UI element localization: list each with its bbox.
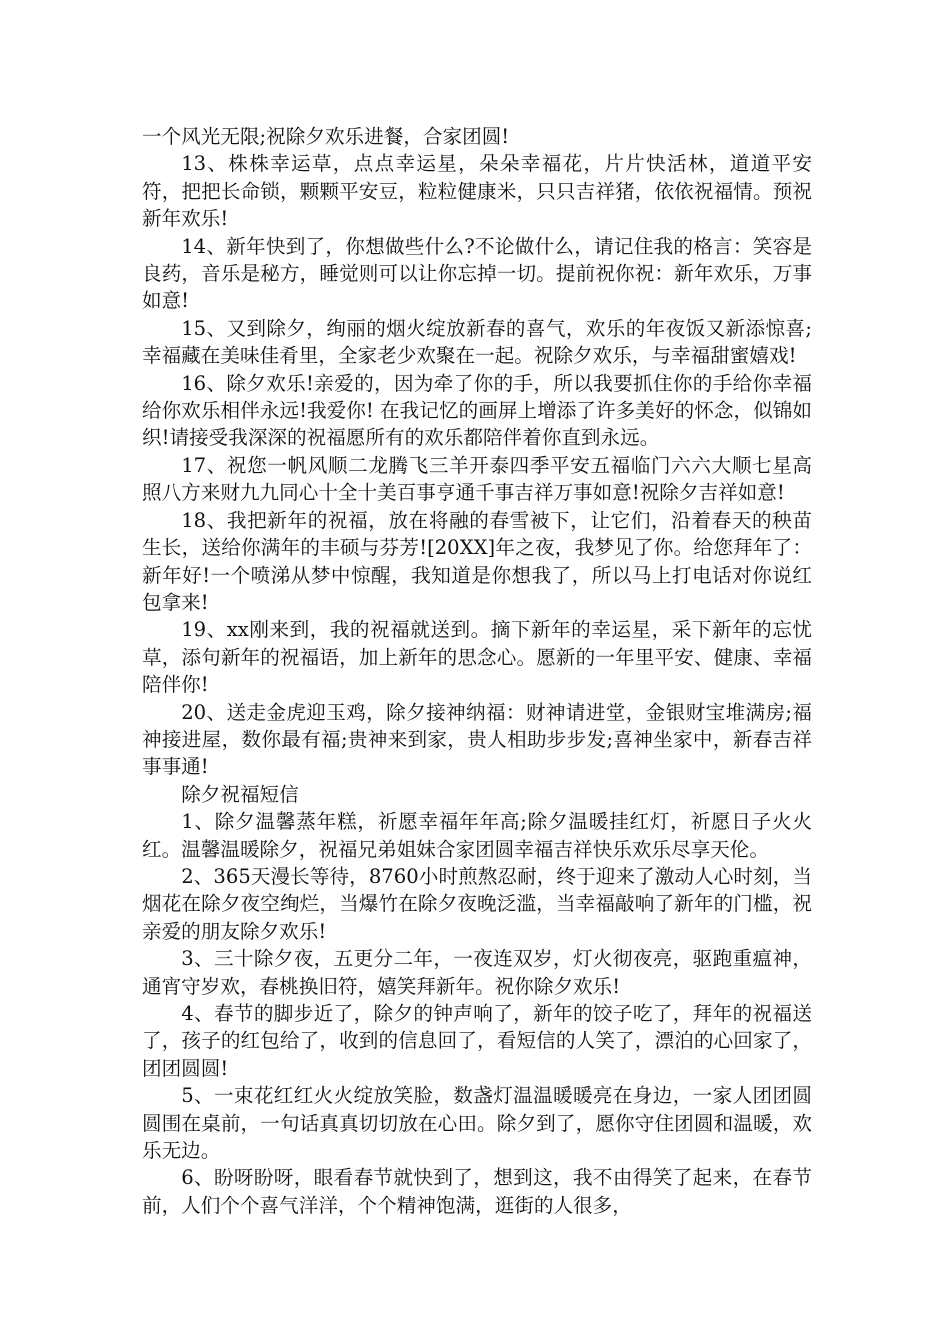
sms-paragraph-1: 1、除夕温馨蒸年糕，祈愿幸福年年高;除夕温暖挂红灯，祈愿日子火火红。温馨温暖除夕，祝福兄弟姐妹合家团圆幸福吉祥快乐欢乐尽享天伦。 <box>142 810 812 861</box>
paragraph-13: 13、株株幸运草，点点幸运星，朵朵幸福花，片片快活林，道道平安符，把把长命锁，颗颗平安豆，粒粒健康米，只只吉祥猪，依依祝福情。预祝新年欢乐! <box>142 152 812 231</box>
paragraph-16: 16、除夕欢乐!亲爱的，因为牵了你的手，所以我要抓住你的手给你幸福给你欢乐相伴永远!我爱你! 在我记忆的画屏上增添了许多美好的怀念，似锦如织!请接受我深深的祝福愿所有的欢乐都陪伴着你直到永远。 <box>142 371 812 450</box>
paragraph-14: 14、新年快到了，你想做些什么?不论做什么，请记住我的格言：笑容是良药，音乐是秘方，睡觉则可以让你忘掉一切。提前祝你祝：新年欢乐，万事如意! <box>142 234 812 313</box>
document-body <box>142 123 812 1219</box>
section-heading: 除夕祝福短信 <box>181 782 299 806</box>
paragraph-19: 19、xx刚来到，我的祝福就送到。摘下新年的幸运星，采下新年的忘忧草，添句新年的祝福语，加上新年的思念心。愿新的一年里平安、健康、幸福陪伴你! <box>142 618 812 697</box>
sms-paragraph-3: 3、三十除夕夜，五更分二年，一夜连双岁，灯火彻夜亮，驱跑重瘟神，通宵守岁欢，春桃换旧符，嬉笑拜新年。祝你除夕欢乐! <box>142 947 812 998</box>
sms-paragraph-5: 5、一束花红红火火绽放笑脸，数盏灯温温暖暖亮在身边，一家人团团圆圆围在桌前，一句话真真切切放在心田。除夕到了，愿你守住团圆和温暖，欢乐无边。 <box>142 1084 812 1163</box>
paragraph-18: 18、我把新年的祝福，放在将融的春雪被下，让它们，沿着春天的秧苗生长，送给你满年的丰硕与芬芳![20XX]年之夜，我梦见了你。给您拜年了：新年好!一个喷涕从梦中惊醒，我知道是你想我了，所以马上打电话对你说红包拿来! <box>142 508 812 614</box>
paragraph-17: 17、祝您一帆风顺二龙腾飞三羊开泰四季平安五福临门六六大顺七星高照八方来财九九同心十全十美百事亨通千事吉祥万事如意!祝除夕吉祥如意! <box>142 453 812 505</box>
sms-paragraph-2: 2、365天漫长等待，8760小时煎熬忍耐，终于迎来了激动人心时刻，当烟花在除夕夜空绚烂，当爆竹在除夕夜晚泛滥，当幸福敲响了新年的门槛，祝亲爱的朋友除夕欢乐! <box>142 864 812 943</box>
paragraph-15: 15、又到除夕，绚丽的烟火绽放新春的喜气，欢乐的年夜饭又新添惊喜;幸福藏在美味佳肴里，全家老少欢聚在一起。祝除夕欢乐，与幸福甜蜜嬉戏! <box>142 316 812 368</box>
paragraph-continuation: 一个风光无限;祝除夕欢乐进餐，合家团圆! <box>142 125 510 148</box>
sms-paragraph-6: 6、盼呀盼呀，眼看春节就快到了，想到这，我不由得笑了起来，在春节前，人们个个喜气洋洋，个个精神饱满，逛街的人很多， <box>142 1166 812 1217</box>
sms-paragraph-4: 4、春节的脚步近了，除夕的钟声响了，新年的饺子吃了，拜年的祝福送了，孩子的红包给了，收到的信息回了，看短信的人笑了，漂泊的心回家了，团团圆圆! <box>142 1002 812 1080</box>
paragraph-20: 20、送走金虎迎玉鸡，除夕接神纳福：财神请进堂，金银财宝堆满房;福神接进屋，数你最有福;贵神来到家，贵人相助步步发;喜神坐家中，新春吉祥事事通! <box>142 700 812 779</box>
